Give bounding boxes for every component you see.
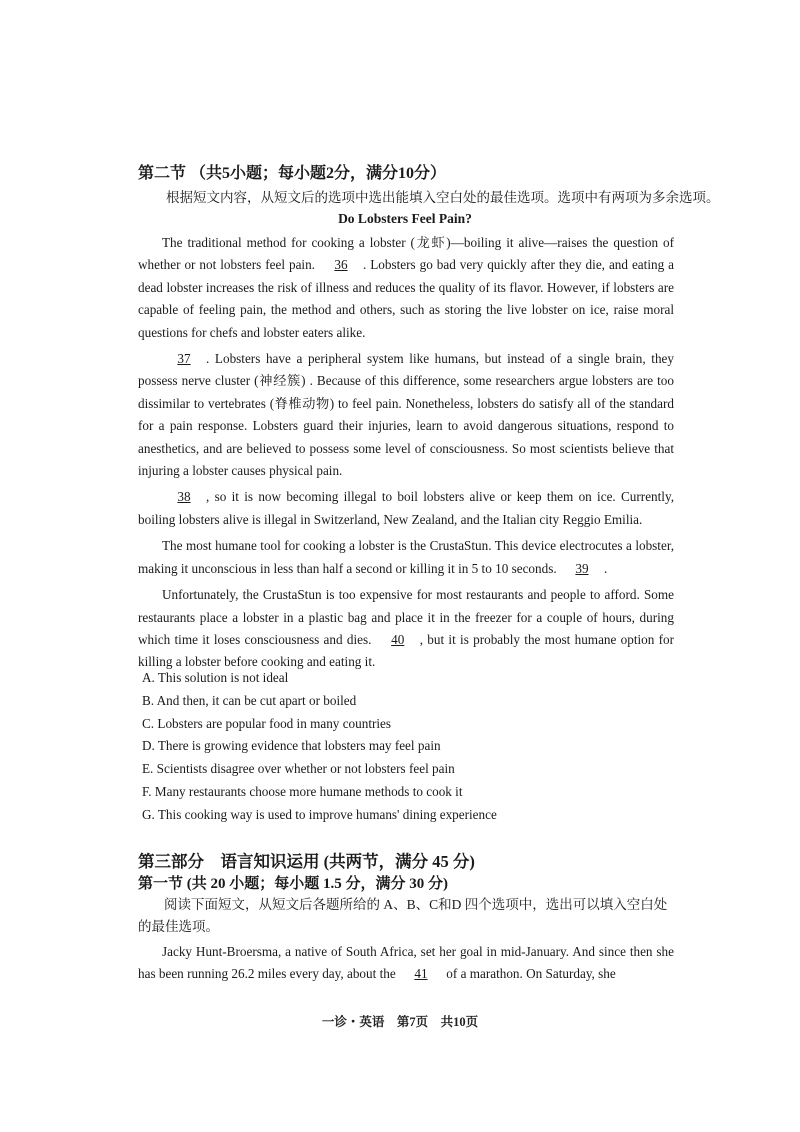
part3-p1-text-a: Jacky Hunt-Broersma, a native of South Africa, set her goal in mid-January. And since then she has been running 26.2 miles every day, about the xyxy=(138,944,674,982)
option-c: C. Lobsters are popular food in many countries xyxy=(142,715,392,731)
page-footer: 一诊・英语 第7页 共10页 xyxy=(321,1015,479,1029)
passage-body xyxy=(138,232,674,678)
paragraph-2 xyxy=(138,348,674,482)
option-f: F. Many restaurants choose more humane methods to cook it xyxy=(142,783,463,799)
part3-paragraph-1 xyxy=(138,941,674,986)
blank-39: 39 xyxy=(575,560,589,576)
paragraph-5 xyxy=(138,584,674,674)
section2-instruction: 根据短文内容，从短文后的选项中选出能填入空白处的最佳选项。选项中有两项为多余选项。 xyxy=(166,190,720,205)
option-b: B. And then, it can be cut apart or boiled xyxy=(142,692,357,708)
p3-text-b: , so it is now becoming illegal to boil lobsters alive or keep them on ice. Currently, boiling lobsters alive is illegal in Switzerland, New Zealand, and the Italian city Reggio Emilia. xyxy=(138,489,674,527)
part3-p1-text-b: of a marathon. On Saturday, she xyxy=(446,966,616,982)
blank-40: 40 xyxy=(391,631,405,647)
p5-text-a: Unfortunately, the CrustaStun is too expensive for most restaurants and people to afford. Some restaurants place a lobster in a plastic bag and place it in the freezer for a couple of hours, during which time it loses consciousness and dies. xyxy=(138,587,674,647)
part3-section1-heading: 第一节 (共 20 小题；每小题 1.5 分，满分 30 分) xyxy=(138,876,448,892)
p4-text-a: The most humane tool for cooking a lobster is the CrustaStun. This device electrocutes a lobster, making it unconscious in less than half a second or killing it in 5 to 10 seconds. xyxy=(138,538,674,576)
blank-41: 41 xyxy=(414,966,428,982)
option-a: A. This solution is not ideal xyxy=(142,670,289,685)
option-d: D. There is growing evidence that lobsters may feel pain xyxy=(142,738,441,754)
part3-heading: 第三部分 语言知识运用 (共两节，满分 45 分) xyxy=(138,852,475,871)
p1-text-b: . Lobsters go bad very quickly after they die, and eating a dead lobster increases the risk of illness and reduces the quality of its flavor. However, if lobsters are capable of feeling pain, the method and others, such as storing the live lobster on ice, raise moral questions for chefs and lobster eaters alike. xyxy=(138,257,675,340)
p5-text-b: , but it is probably the most humane option for killing a lobster before cooking and eating it. xyxy=(138,631,675,670)
option-g: G. This cooking way is used to improve humans' dining experience xyxy=(142,806,497,822)
paragraph-4 xyxy=(138,535,674,580)
blank-37: 37 xyxy=(177,351,191,367)
p1-text-a: The traditional method for cooking a lobster (龙虾)—boiling it alive—raises the question of whether or not lobsters feel pain. xyxy=(138,235,674,273)
part3-instruction: 阅读下面短文，从短文后各题所给的 A、B、C和D 四个选项中，选出可以填入空白处的最佳选项。 xyxy=(138,897,668,934)
paragraph-1 xyxy=(138,232,674,344)
option-e: E. Scientists disagree over whether or not lobsters feel pain xyxy=(142,761,455,777)
part3-passage xyxy=(138,941,674,986)
p2-text-b: . Lobsters have a peripheral system like humans, but instead of a single brain, they possess nerve cluster (神经簇) . Because of this difference, some researchers argue lobsters are too dissimilar to vertebrates (脊椎动物) to feel pain. Nonetheless, lobsters do satisfy all of the standard for a pain response. Lobsters guard their injuries, learn to avoid dangerous situations, respond to anesthetics, and are believed to possess some level of consciousness. So most scientists believe that injuring a lobster causes physical pain. xyxy=(138,351,674,479)
blank-36: 36 xyxy=(334,257,348,273)
paragraph-3 xyxy=(138,486,674,531)
p4-text-b: . xyxy=(603,560,608,576)
passage-title: Do Lobsters Feel Pain? xyxy=(338,211,472,226)
section2-heading: 第二节 （共5小题；每小题2分，满分10分） xyxy=(138,165,447,182)
answer-options xyxy=(142,667,674,827)
blank-38: 38 xyxy=(177,489,191,505)
